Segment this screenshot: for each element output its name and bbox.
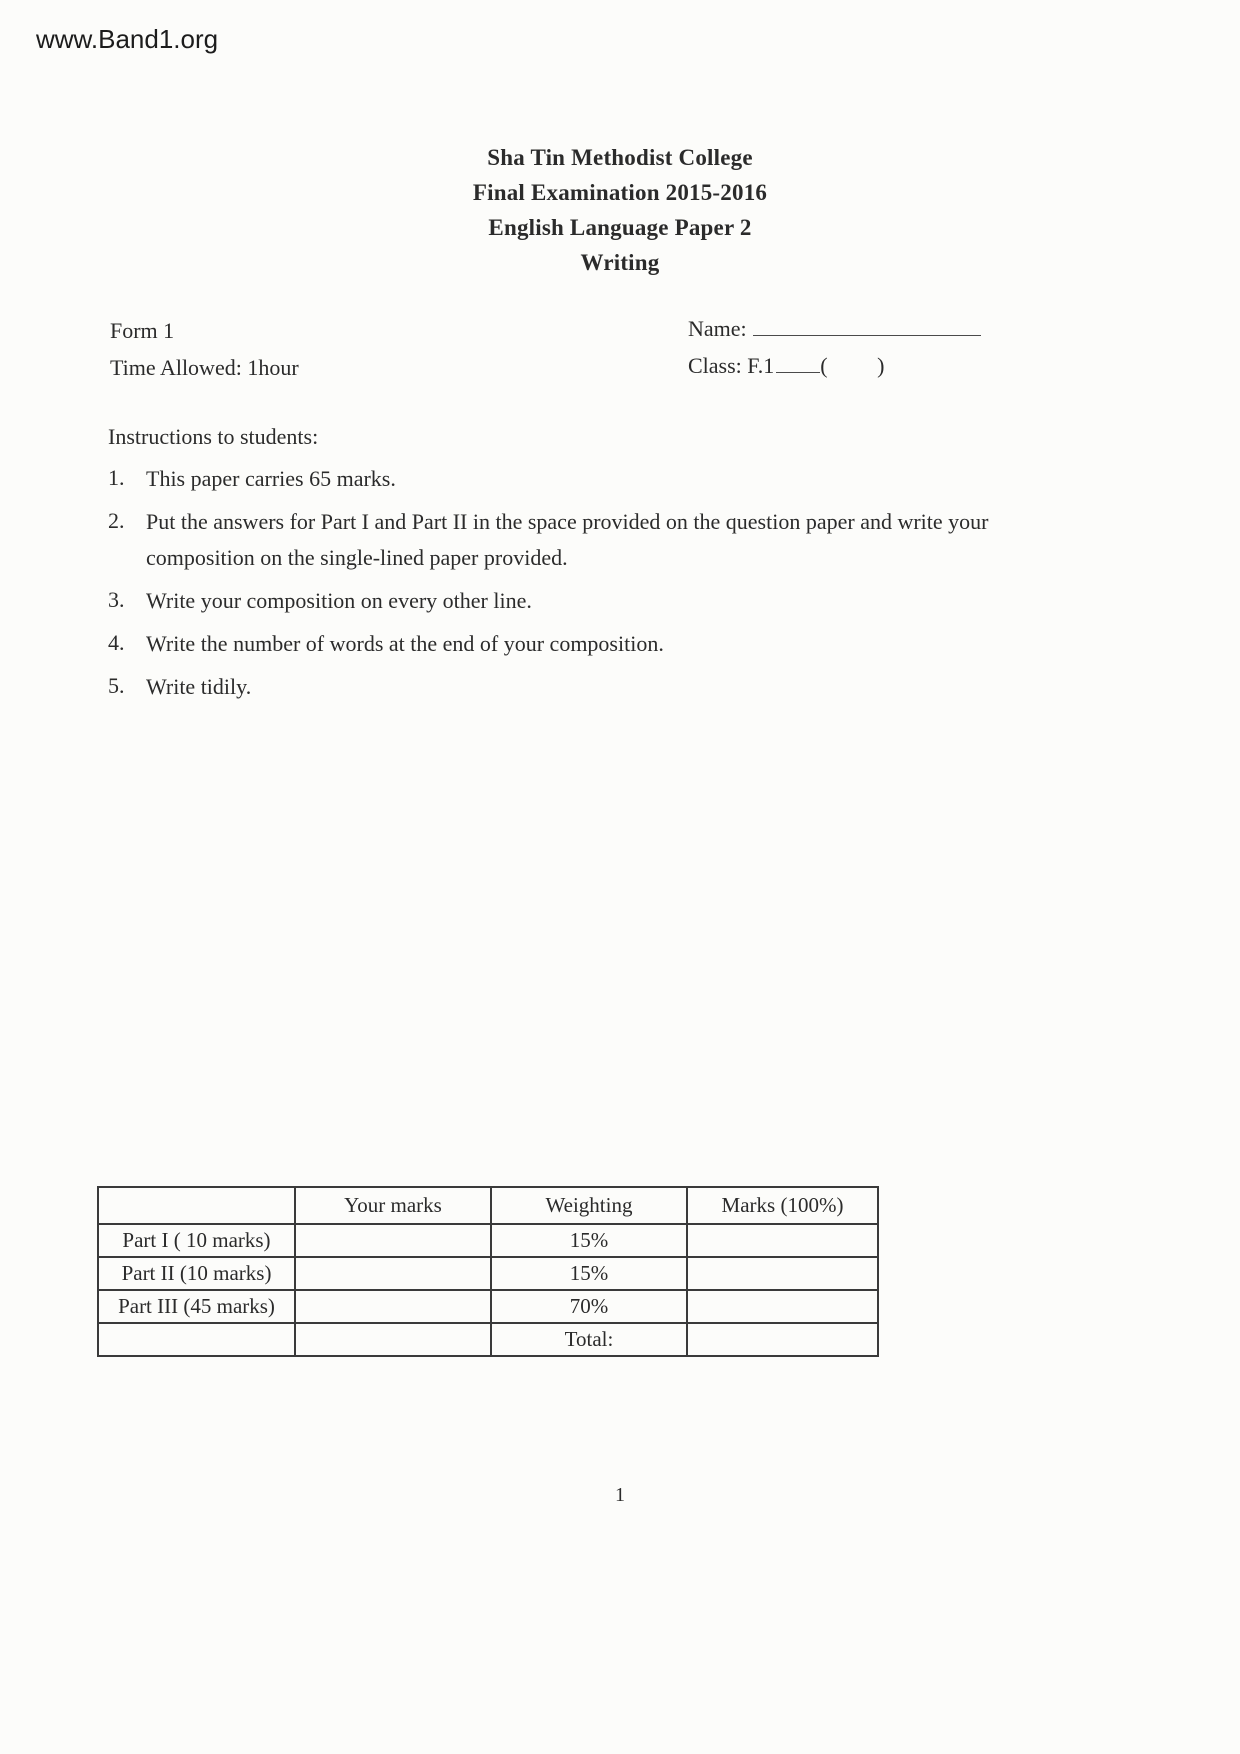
instructions-title: Instructions to students:	[108, 424, 319, 449]
row-label	[98, 1323, 295, 1356]
row-label: Part I ( 10 marks)	[98, 1224, 295, 1257]
instruction-text: Write tidily.	[146, 674, 252, 699]
exam-title: Final Examination 2015-2016	[472, 180, 768, 205]
paper-title: English Language Paper 2	[488, 215, 752, 240]
instruction-number: 4.	[108, 630, 125, 655]
instruction-number: 1.	[108, 465, 125, 490]
class-line	[688, 347, 981, 384]
marks-cell	[687, 1224, 878, 1257]
your-marks-cell	[295, 1257, 491, 1290]
marks-table-header-row	[98, 1187, 878, 1224]
name-class-block	[688, 310, 981, 384]
table-row	[98, 1323, 878, 1356]
instruction-text: Put the answers for Part I and Part II in the space provided on the question paper and write your composition on the single-lined paper provided.	[146, 509, 989, 570]
instruction-item	[108, 583, 1040, 619]
class-fill-line	[776, 351, 820, 373]
marks-table	[97, 1186, 879, 1357]
table-row	[98, 1290, 878, 1323]
instruction-number: 5.	[108, 673, 125, 698]
marks-cell	[687, 1323, 878, 1356]
marks-cell	[687, 1290, 878, 1323]
school-name: Sha Tin Methodist College	[487, 145, 753, 170]
instructions-block	[108, 420, 1040, 705]
class-label: Class: F.1	[688, 353, 775, 378]
weighting-cell-total: Total:	[491, 1323, 687, 1356]
row-label: Part III (45 marks)	[98, 1290, 295, 1323]
section-title: Writing	[580, 250, 660, 275]
instruction-item	[108, 669, 1040, 705]
header-cell-marks-100: Marks (100%)	[687, 1187, 878, 1224]
instruction-number: 3.	[108, 587, 125, 612]
time-allowed-label: Time Allowed: 1hour	[110, 355, 299, 380]
header-cell-empty	[98, 1187, 295, 1224]
name-label: Name:	[688, 316, 747, 341]
class-number-parens: ( )	[820, 353, 885, 378]
watermark-url: www.Band1.org	[36, 24, 219, 54]
form-time-block	[110, 312, 299, 386]
your-marks-cell	[295, 1290, 491, 1323]
weighting-cell: 70%	[491, 1290, 687, 1323]
weighting-cell: 15%	[491, 1224, 687, 1257]
instruction-number: 2.	[108, 508, 125, 533]
form-label: Form 1	[110, 318, 175, 343]
title-block	[0, 140, 1240, 280]
instruction-text: This paper carries 65 marks.	[146, 466, 396, 491]
row-label: Part II (10 marks)	[98, 1257, 295, 1290]
instruction-text: Write your composition on every other line.	[146, 588, 532, 613]
instruction-item	[108, 461, 1040, 497]
instruction-text: Write the number of words at the end of your composition.	[146, 631, 664, 656]
header-cell-weighting: Weighting	[491, 1187, 687, 1224]
marks-cell	[687, 1257, 878, 1290]
table-row	[98, 1257, 878, 1290]
page-number: 1	[615, 1484, 625, 1506]
instruction-item	[108, 626, 1040, 662]
header-cell-your-marks: Your marks	[295, 1187, 491, 1224]
instruction-item	[108, 504, 1040, 576]
your-marks-cell	[295, 1323, 491, 1356]
table-row	[98, 1224, 878, 1257]
name-fill-line	[753, 314, 981, 336]
your-marks-cell	[295, 1224, 491, 1257]
name-line	[688, 310, 981, 347]
weighting-cell: 15%	[491, 1257, 687, 1290]
